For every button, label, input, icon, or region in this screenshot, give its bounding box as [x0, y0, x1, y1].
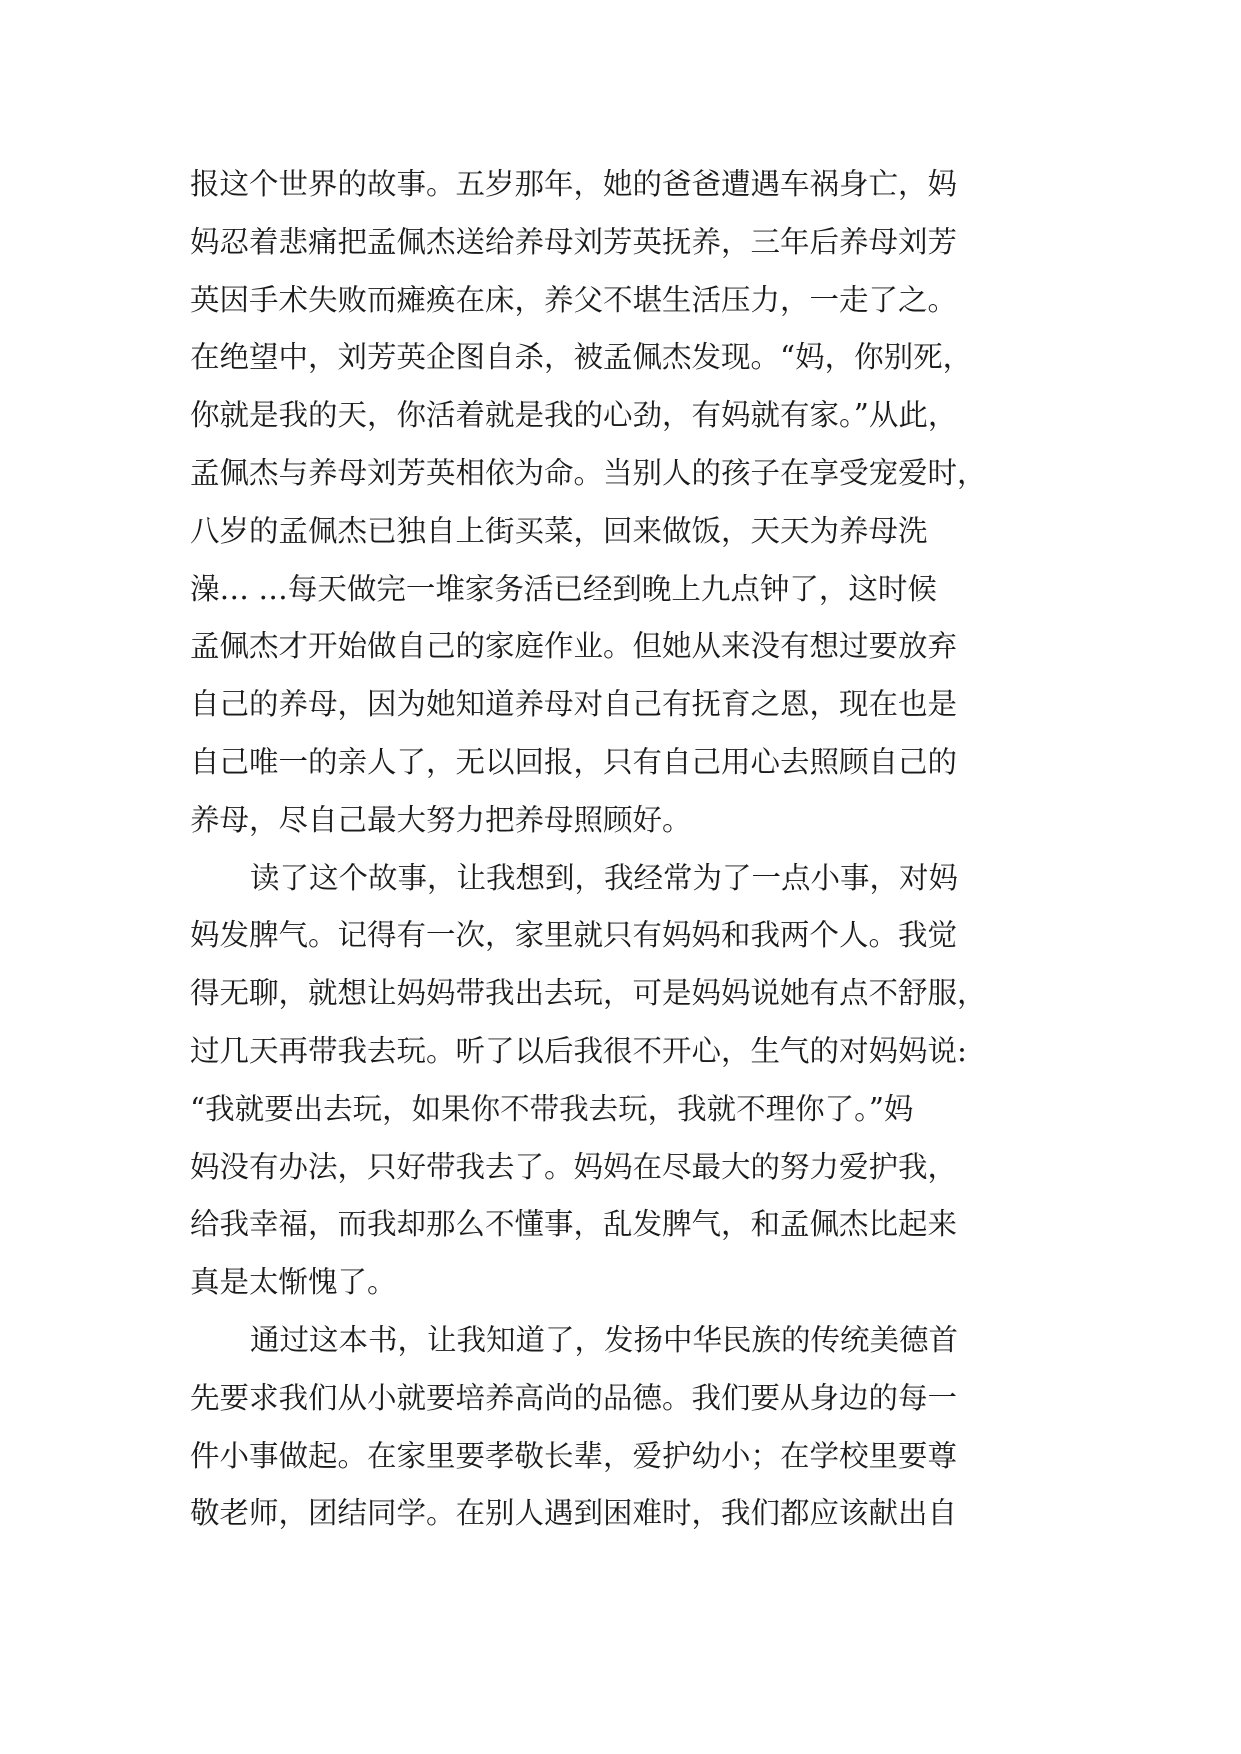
text-line: 自己的养母，因为她知道养母对自己有抚育之恩，现在也是	[190, 687, 958, 722]
text-line: 八岁的孟佩杰已独自上街买菜，回来做饭，天天为养母洗	[190, 513, 928, 548]
paragraph-2	[190, 850, 1050, 1312]
text-line: 先要求我们从小就要培养高尚的品德。我们要从身边的每一	[190, 1380, 958, 1415]
text-line: 孟佩杰与养母刘芳英相依为命。当别人的孩子在享受宠爱时，	[190, 455, 987, 490]
text-line: 孟佩杰才开始做自己的家庭作业。但她从来没有想过要放弃	[190, 629, 958, 664]
text-line: 通过这本书，让我知道了，发扬中华民族的传统美德首	[250, 1322, 959, 1357]
text-line: 给我幸福，而我却那么不懂事，乱发脾气，和孟佩杰比起来	[190, 1207, 958, 1242]
body-text	[190, 156, 1050, 1543]
text-line: 敬老师，团结同学。在别人遇到困难时，我们都应该献出自	[190, 1496, 958, 1531]
text-line: 妈没有办法，只好带我去了。妈妈在尽最大的努力爱护我，	[190, 1149, 958, 1184]
text-line: “我就要出去玩，如果你不带我去玩，我就不理你了。”妈	[190, 1091, 914, 1126]
text-line: 在绝望中，刘芳英企图自杀，被孟佩杰发现。“妈，你别死，	[190, 340, 973, 375]
text-line: 真是太惭愧了。	[190, 1265, 397, 1300]
text-line: 你就是我的天，你活着就是我的心劲，有妈就有家。”从此，	[190, 398, 958, 433]
text-line: 养母，尽自己最大努力把养母照顾好。	[190, 802, 692, 837]
paragraph-3	[190, 1312, 1050, 1543]
text-line: 妈发脾气。记得有一次，家里就只有妈妈和我两个人。我觉	[190, 918, 958, 953]
text-line: 件小事做起。在家里要孝敬长辈，爱护幼小；在学校里要尊	[190, 1438, 958, 1473]
text-line: 英因手术失败而瘫痪在床，养父不堪生活压力，一走了之。	[190, 282, 958, 317]
text-line: 妈忍着悲痛把孟佩杰送给养母刘芳英抚养，三年后养母刘芳	[190, 224, 958, 259]
paragraph-1	[190, 156, 1050, 850]
text-line: 报这个世界的故事。五岁那年，她的爸爸遭遇车祸身亡，妈	[190, 167, 958, 201]
text-line: 澡… …每天做完一堆家务活已经到晚上九点钟了，这时候	[190, 571, 937, 606]
text-line: 自己唯一的亲人了，无以回报，只有自己用心去照顾自己的	[190, 744, 958, 779]
text-line: 得无聊，就想让妈妈带我出去玩，可是妈妈说她有点不舒服，	[190, 976, 987, 1011]
text-line: 过几天再带我去玩。听了以后我很不开心，生气的对妈妈说:	[190, 1033, 967, 1068]
text-line: 读了这个故事，让我想到，我经常为了一点小事，对妈	[250, 860, 959, 895]
